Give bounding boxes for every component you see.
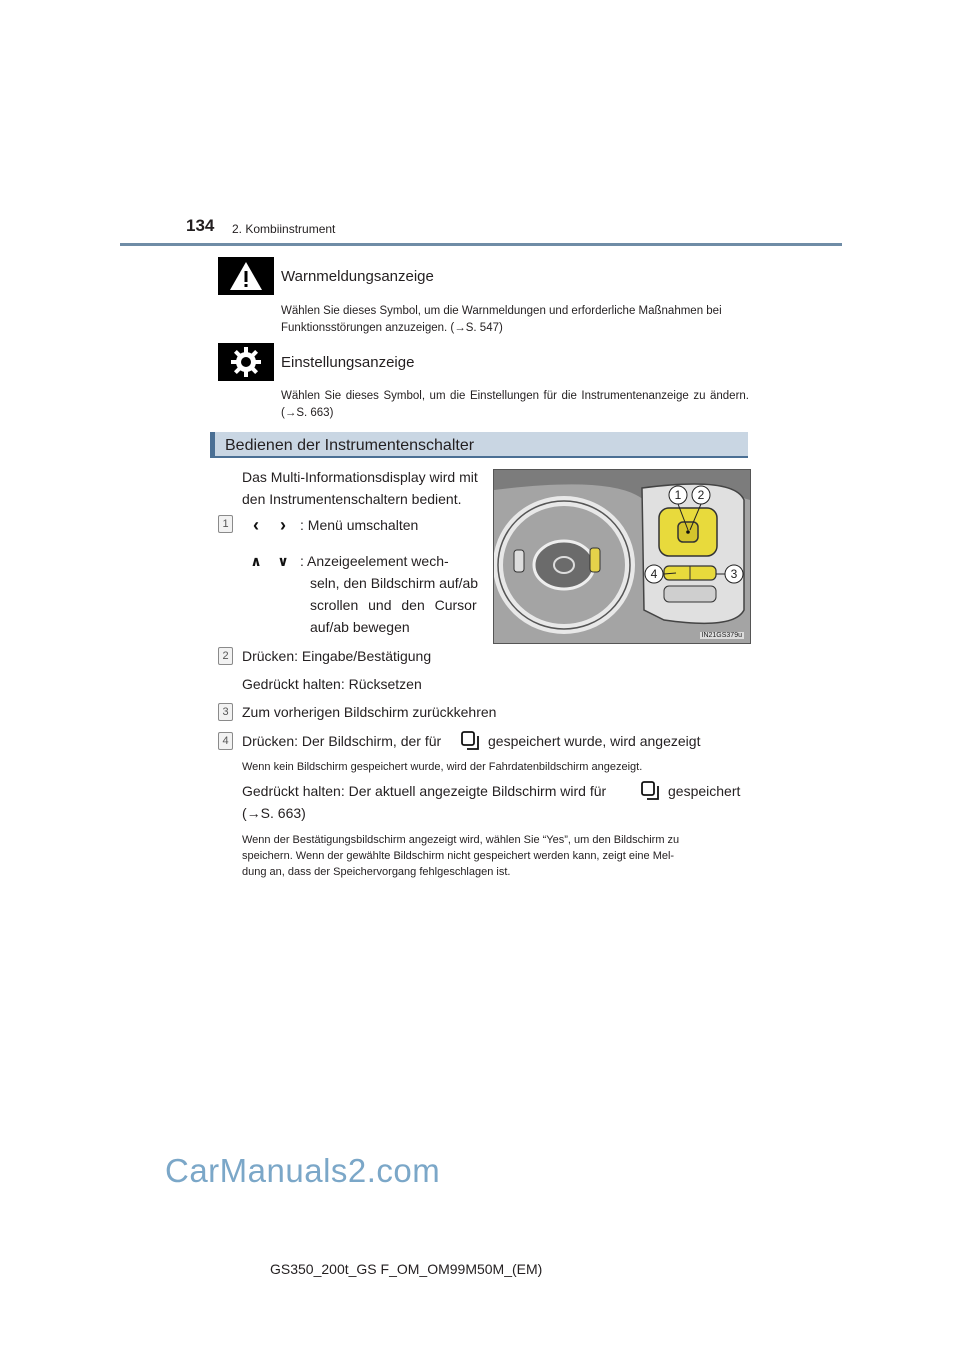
settings-description: Wählen Sie dieses Symbol, um die Einstellungen für die Instrumentenanzeige zu ändern. (→S. 663) xyxy=(281,390,749,419)
item-1-line-3: seln, den Bildschirm auf/ab xyxy=(310,575,479,591)
item-4-press-a: Drücken: Der Bildschirm, der für xyxy=(242,733,442,749)
item-4-note-2-line-1: Wenn der Bestätigungsbildschirm angezeigt wird, wählen Sie “Yes”, um den Bildschirm zu xyxy=(242,834,680,846)
item-2-hold: Gedrückt halten: Rücksetzen xyxy=(242,676,422,692)
item-marker-2: 2 xyxy=(218,647,233,665)
chevron-up-icon: ∧ xyxy=(250,552,262,569)
item-1-menu-switch: : Menü umschalten xyxy=(300,517,419,533)
chapter-title: 2. Kombiinstrument xyxy=(232,222,336,236)
page-number: 134 xyxy=(186,216,215,235)
steering-wheel-figure xyxy=(493,469,751,644)
item-1-line-2: : Anzeigeelement wech- xyxy=(300,553,449,569)
callout-label-1: 1 xyxy=(674,488,682,502)
chevron-left-icon: ‹ xyxy=(253,514,259,535)
item-marker-1: 1 xyxy=(218,515,233,533)
callout-label-3: 3 xyxy=(730,567,738,581)
callout-label-2: 2 xyxy=(697,488,705,502)
item-1-line-4: scrollen und den Cursor xyxy=(310,597,477,613)
stacked-screens-icon-2 xyxy=(640,780,662,807)
item-4-hold-c: (→S. 663) xyxy=(242,805,306,821)
gear-icon xyxy=(229,345,263,379)
item-4-hold-a: Gedrückt halten: Der aktuell angezeigte Bildschirm wird für xyxy=(242,783,607,799)
warning-title: Warnmeldungsanzeige xyxy=(281,268,434,285)
item-marker-4: 4 xyxy=(218,732,233,750)
section-heading: Bedienen der Instrumentenschalter xyxy=(210,432,748,458)
item-1-line-5: auf/ab bewegen xyxy=(310,619,410,635)
warning-symbol-box xyxy=(218,257,274,295)
figure-id: IN21GS379u xyxy=(701,632,742,639)
warning-description: Wählen Sie dieses Symbol, um die Warnmeldungen und erforderliche Maßnahmen bei Funktionsstörungen anzuzeigen. (→S. 547) xyxy=(281,305,722,334)
item-4-hold-b: gespeichert xyxy=(668,783,741,799)
chevron-right-icon: › xyxy=(280,514,286,535)
item-4-note-2-line-3: dung an, dass der Speichervorgang fehlgeschlagen ist. xyxy=(242,866,511,878)
callout-label-4: 4 xyxy=(650,567,658,581)
chevron-down-icon: ∨ xyxy=(277,552,289,569)
item-2-press: Drücken: Eingabe/Bestätigung xyxy=(242,648,432,664)
settings-title: Einstellungsanzeige xyxy=(281,354,415,371)
steering-switch-illustration xyxy=(494,470,750,643)
section-intro: Das Multi-Informationsdisplay wird mit den Instrumentenschaltern bedient. xyxy=(242,469,478,507)
item-marker-3: 3 xyxy=(218,703,233,721)
item-4-note-2-line-2: speichern. Wenn der gewählte Bildschirm nicht gespeichert werden kann, zeigt eine Mel- xyxy=(242,850,675,862)
header-rule xyxy=(120,243,842,246)
item-3-back: Zum vorherigen Bildschirm zurückkehren xyxy=(242,704,497,720)
warning-triangle-icon xyxy=(228,260,264,292)
item-4-note-1: Wenn kein Bildschirm gespeichert wurde, wird der Fahrdatenbildschirm angezeigt. xyxy=(242,761,643,773)
stacked-screens-icon xyxy=(460,730,482,757)
settings-symbol-box xyxy=(218,343,274,381)
watermark: CarManuals2.com xyxy=(165,1152,441,1189)
item-4-press-b: gespeichert wurde, wird angezeigt xyxy=(488,733,701,749)
footer-code: GS350_200t_GS F_OM_OM99M50M_(EM) xyxy=(270,1261,543,1277)
